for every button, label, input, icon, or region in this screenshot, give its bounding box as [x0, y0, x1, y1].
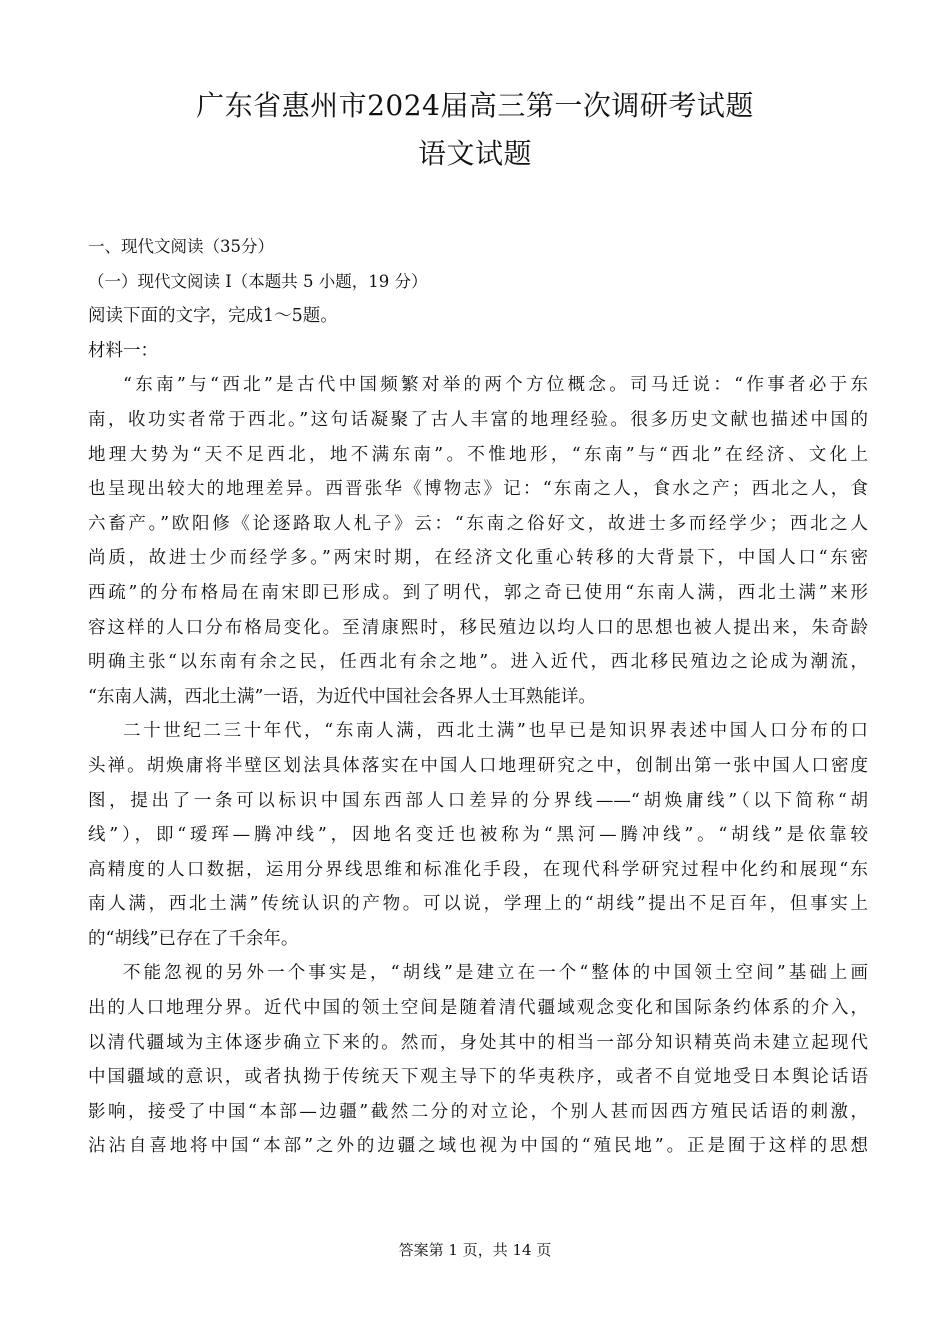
- paragraph-line: 地理大势为“天不足西北，地不满东南”。不惟地形，“东南”与“西北”在经济、文化上: [88, 444, 868, 465]
- paragraph-line: 线”），即“瑷珲—腾冲线”，因地名变迁也被称为“黑河—腾冲线”。“胡线”是依靠较: [88, 825, 868, 846]
- material-label: 材料一：: [88, 340, 158, 361]
- paragraph-line: 也呈现出较大的地理差异。西晋张华《博物志》记：“东南之人，食水之产；西北之人，食: [88, 479, 868, 500]
- paragraph-line: 明确主张“以东南有余之民，任西北有余之地”。进入近代，西北移民殖边之论成为潮流，: [88, 652, 868, 673]
- paragraph-line: 六畜产。”欧阳修《论逐路取人札子》云：“东南之俗好文，故进士多而经学少；西北之人: [88, 513, 868, 534]
- paragraph-2: [88, 714, 868, 956]
- document-body: [88, 230, 868, 1164]
- subsection-heading: （一）现代文阅读 I（本题共 5 小题，19 分）: [88, 271, 428, 291]
- reading-instruction: 阅读下面的文字，完成1～5题。: [88, 306, 338, 327]
- paragraph-1: [88, 368, 868, 714]
- paragraph-line: 南，收功实者常于西北。”这句话凝聚了古人丰富的地理经验。很多历史文献也描述中国的: [88, 409, 868, 430]
- document-title: 广东省惠州市2024届高三第一次调研考试题: [196, 89, 754, 122]
- paragraph-line: 容这样的人口分布格局变化。至清康熙时，移民殖边以均人口的思想也被人提出来，朱奇龄: [88, 617, 868, 638]
- paragraph-line: 西疏”的分布格局在南宋即已形成。到了明代，郭之奇已使用“东南人满，西北土满”来形: [88, 582, 868, 603]
- section-heading: 一、现代文阅读（35分）: [88, 237, 274, 256]
- paragraph-line: 头禅。胡焕庸将半壁区划法具体落实在中国人口地理研究之中，创制出第一张中国人口密度: [88, 755, 868, 776]
- paragraph-line: 二十世纪二三十年代，“东南人满，西北土满”也早已是知识界表述中国人口分布的口: [123, 721, 868, 742]
- paragraph-line: 以清代疆域为主体逐步确立下来的。然而，身处其中的相当一部分知识精英尚未建立起现代: [88, 1032, 868, 1053]
- paragraph-line: 图，提出了一条可以标识中国东西部人口差异的分界线——“胡焕庸线”（以下简称“胡: [88, 790, 868, 811]
- paragraph-line: “东南”与“西北”是古代中国频繁对举的两个方位概念。司马迁说：“作事者必于东: [123, 375, 868, 396]
- paragraph-line: 高精度的人口数据，运用分界线思维和标准化手段，在现代科学研究过程中化约和展现“东: [88, 859, 868, 880]
- paragraph-line: 南人满，西北土满”传统认识的产物。可以说，学理上的“胡线”提出不足百年，但事实上: [88, 894, 868, 915]
- paragraph-line: 出的人口地理分界。近代中国的领土空间是随着清代疆域观念变化和国际条约体系的介入，: [88, 998, 868, 1019]
- page-footer: 答案第 1 页，共 14 页: [398, 1241, 552, 1259]
- paragraph-line: 影响，接受了中国“本部—边疆”截然二分的对立论，个别人甚而因西方殖民话语的刺激，: [88, 1101, 868, 1122]
- paragraph-line: 沾沾自喜地将中国“本部”之外的边疆之域也视为中国的“殖民地”。正是囿于这样的思想: [88, 1136, 868, 1157]
- paragraph-line: “东南人满，西北土满”一语，为近代中国社会各界人士耳熟能详。: [88, 686, 596, 707]
- paragraph-line: 不能忽视的另外一个事实是，“胡线”是建立在一个“整体的中国领土空间”基础上画: [123, 963, 868, 984]
- document-subtitle: 语文试题: [417, 137, 532, 170]
- paragraph-3: [88, 956, 868, 1164]
- paragraph-line: 中国疆域的意识，或者执拗于传统天下观主导下的华夷秩序，或者不自觉地受日本舆论话语: [88, 1067, 868, 1088]
- paragraph-line: 尚质，故进士少而经学多。”两宋时期，在经济文化重心转移的大背景下，中国人口“东密: [88, 548, 868, 569]
- paragraph-line: 的“胡线”已存在了千余年。: [88, 928, 299, 949]
